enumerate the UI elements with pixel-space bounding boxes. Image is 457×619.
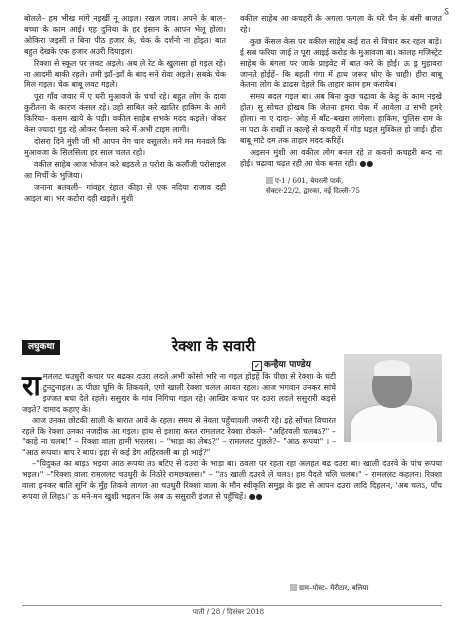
address-line: सेक्टर-22/2, द्वारका, नई दिल्ली-75 bbox=[266, 186, 360, 195]
paragraph: बोलले– हम भीख मांगे नइखीं नू आइल। रखल जाव। अपने के बाल–बच्चा के काम आई। एह दुनिया के हर इंसान के आपन भेलू होला। ओकिरा जइसीं त बिना पीठ हजार के, चेक के दर्शनो ना होइत। बात बहुत देखके एक हजार अउरी दियाइल। bbox=[24, 14, 226, 56]
paragraph: आज उनका छोटकी साली के बारात आवे के रहल। समय से नेवता पहुँचावली जरूरी रहे। इहे सोंचत विचारत रहले कि रेक्शा उनका नजदीक आ गइल। हाथ से इशारा करत रामललट रेक्शा रोकले– "अहिरवली चलबऽ?" – "काहे ना चलब!" – रिक्शा वाला हामी भरलस। – "भाड़ा का लेबऽ?" – रामललट पुछले?– "आठ रूपया" । – "आठ रूपया। बाप रे बाप। इहा से कई डेग अहिरवली बा हो भाई?" bbox=[22, 415, 336, 458]
author-name: कन्हैया पाण्डेय bbox=[264, 360, 311, 370]
section-label: लघुकथा bbox=[22, 340, 60, 355]
drop-cap: रा bbox=[22, 369, 41, 402]
story-author-address bbox=[290, 583, 368, 593]
story-author bbox=[252, 357, 311, 371]
page-mark: ऽ bbox=[443, 5, 449, 18]
photo-shoulders bbox=[350, 404, 438, 442]
story-title: रेक्शा के सवारी bbox=[172, 337, 256, 355]
check-box-icon: ✓ bbox=[252, 361, 262, 371]
square-bullet-icon bbox=[290, 584, 297, 591]
photo-hair bbox=[374, 360, 410, 376]
left-column bbox=[24, 14, 226, 330]
story-body bbox=[22, 369, 442, 572]
paragraph: अइसन मुंशी आ वकील लोग बनल रहे त कवनो कचहरी बन्द ना होई। चढ़ावा चढ़त रही आ चेक बनत रही। ●● bbox=[240, 147, 442, 168]
continued-story-section bbox=[24, 14, 442, 330]
paragraph-text: मललट चउधुरी कचार पर बढका दउरा लदले अभी कोसो भरि ना गइल होइहें कि पीछा से रेक्शा के घंटी टुनटुनाइल। ऊ पीछा घूमि के तिकवले, एगो खाली रेक्शा चलल आवत रहल। आज भगवान उनकर सांचे इज्जत बचा देले रहले। ससुरार के गांव निगिचा गइल रहे। आखिर कचार पर दउरा लदले ससुरारी कइसे जइते? दामाद कहाए के। bbox=[22, 372, 336, 414]
paragraph: जनाना बतवली– गांवहर रंहात कीहा से एक नदिया राजाव दही आइल बा। भर कटोरा दही खइले। मुंशी bbox=[24, 182, 226, 203]
author-photo bbox=[344, 354, 442, 442]
paragraph: दोसरा दिने मुंशी जी भी आपन नेग चार वसूलले। मने मन मनवले कि मुआवजा के सिलसिला हर साल चलत रहो। bbox=[24, 136, 226, 157]
paragraph: –"विदुकत का बाड़ऽ भइया आठ रूपया तऽ बटिए से दउरा के भाड़ा बा। ठवला पर रहता रहा अलहत बढ दउरा बा। खाली दउरवे के पांच रूपया भइल।" –"रिक्शा वाला रामललट चउधुरी के निठोरे रामछवलस।" – "तऽ खाली दउरवे ले चलऽ। हम पैदले चलि चलब।" – रामललट कहलन। रिक्शा वाला इनकर बाति सुनि के मुँह तिकवे लागल आ चउधुरी रिक्शा वाला के मौन स्वीकृति समुझ के झट से आपन दउरा लादि दिहलन, 'अब चलऽ, पाँच रूपया ले लिहऽ।' ऊ मने-मन खुशी भइलन कि अब ऊ ससुरारी इंजत से पहुँचिहें। ●● bbox=[22, 459, 442, 501]
address-line: ए-1 / 601, बेयरली पार्क, bbox=[275, 176, 344, 185]
paragraph: वकील साहेब आज भोजन करे बइठले त परोरा के कलौंजी परोसाइल आ मिर्ची के भुजिया। bbox=[24, 159, 226, 180]
paragraph: कुछ केंसल केस पर वकील साहेब कई रात से विचार कर रहल बाड़े। ई सब फरिया जाई त पूरा आइई करोड़ के मुआवजा बा। कालह मजिस्ट्रेट साहेब के बंगला पर जाके प्राइवेट में बात करे के होई। ऊ ड्र मुहावरा जानते होईहें– कि बहती गंगा में हाथ जरूर धोए के चाही। हीरा बाबू केतना लोग के ढाढस देहले कि ताहार काम हम करायेब। bbox=[240, 36, 442, 90]
address-line: ग्राम–पोस्ट– मैरीटार, बलिया bbox=[299, 584, 369, 592]
page-footer: पाती / 28 / दिसंबर 2018 bbox=[192, 608, 265, 616]
footer-divider bbox=[22, 605, 442, 606]
paragraph: रिक्शा से स्कूल पर लवट अइले। अब ले रेट के खुलासा हो गइल रहे। ना आदमी बाकी रहले। तमी झाँ–झाँ के बाद सने रोवा अइले। सबके चेक मिल गइल। चेक बाबू लवट गइले। bbox=[24, 58, 226, 90]
right-column bbox=[240, 14, 442, 330]
author-address bbox=[240, 176, 442, 196]
paragraph: पूरा गाँव जवार में ए घरी मुआवजे के चर्चा रहे। बहुत लोग के दावा कुरीतना के कारण कंसल रहे। उहो साबित करे खातिर हाकिम के आगे किरिया– कसम खाये के पड़ी। वकील साहेब सभके मदद कइले। जेकर केस ज्यादा गुड़ रहे ओकर फैसला करे में अभी टाइम लागी। bbox=[24, 92, 226, 135]
paragraph: समय बदल गइल बा। अब बिना कुछ चढ़ावा के केहू के काम नइखे होत। सु सोचत होखब कि जेतना हमरा चेक में आवेला उ सभी हमरे होला। ना ए दादा– ओह में बाँट–बखरा लागेला। हाकिम, पुलिस राम के ना पटा के राखीं त काल्हे से कचहरी में गोड़ धइल मुश्किल हो जाई। हीरा बाबू माटे दम तक ताहार मदद करिहें। bbox=[240, 92, 442, 145]
square-bullet-icon bbox=[266, 177, 273, 184]
paragraph: वकील साहेब आ कचहरी के अगला फगला के घरे चैन के बंसी बाजत रहे। bbox=[240, 14, 442, 34]
